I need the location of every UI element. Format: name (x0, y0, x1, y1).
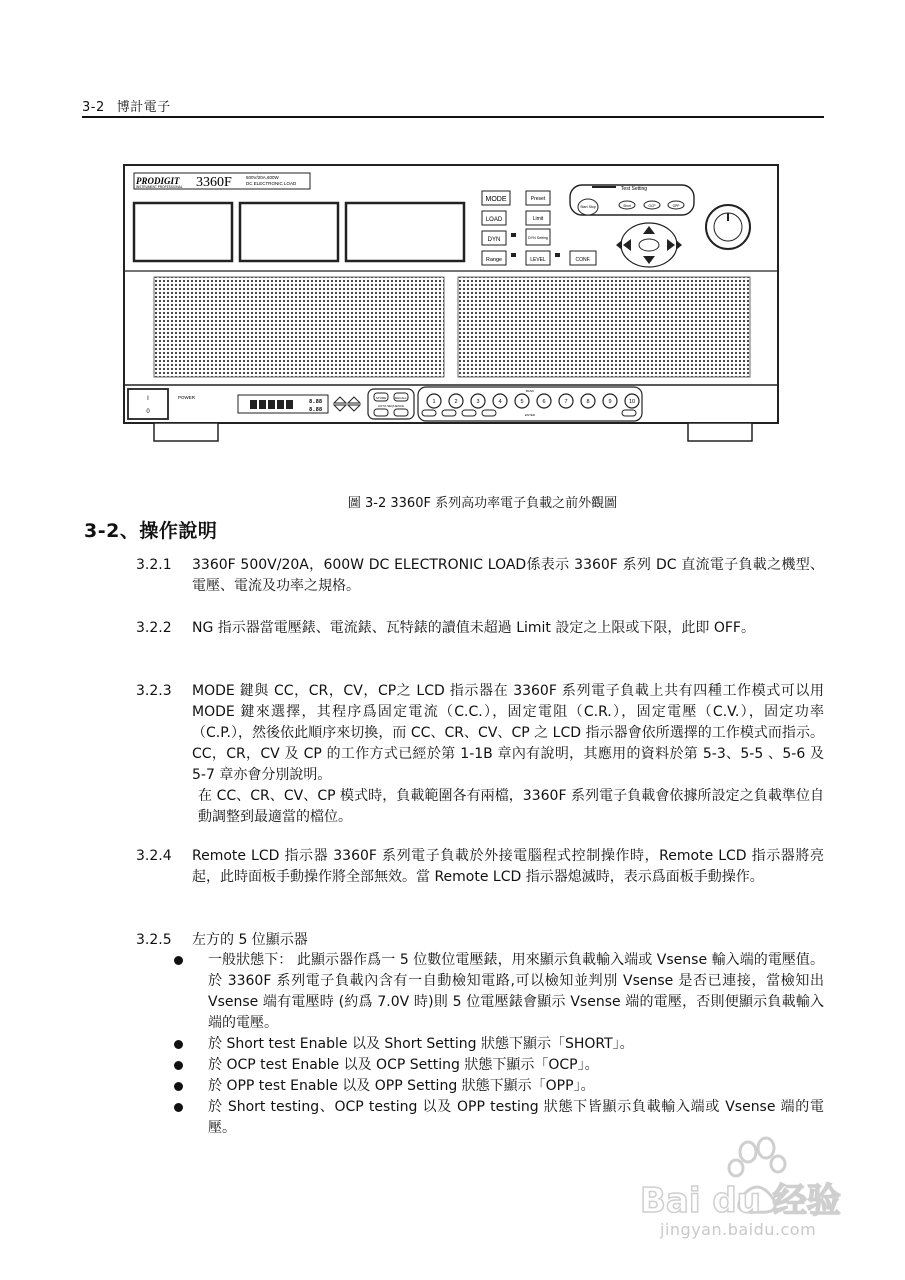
lcd-window-2 (240, 203, 338, 261)
dyn-setting-button-label: DYN Setting (528, 236, 548, 240)
bank-button-1[interactable] (422, 410, 436, 416)
list-item-text: 於 OPP test Enable 以及 OPP Setting 狀態下顯示「OPP」。 (208, 1078, 595, 1094)
spec-line-1: 500V/20A,600W (246, 175, 279, 180)
item-text: 左方的 5 位顯示器 (192, 932, 308, 948)
conf-button-label: CONF. (575, 257, 591, 263)
power-off-mark: 0 (146, 409, 150, 415)
vent-grille-right (458, 277, 750, 377)
list-item-text: 於 Short testing、OCP testing 以及 OPP testing 狀態下皆顯示負載輸入端或 Vsense 端的電壓。 (208, 1099, 824, 1136)
item-number: 3.2.4 (136, 848, 172, 864)
lcd-window-3 (346, 203, 464, 261)
device-front-panel-illustration (122, 163, 782, 443)
bullet-dot-icon (174, 1082, 183, 1091)
range-lamp (511, 253, 516, 257)
model-name: 3360F (196, 175, 232, 190)
preset-number-label: 7 (564, 399, 568, 405)
spec-line-2: DC ELECTRONIC LOAD (246, 181, 297, 186)
bullet-dot-icon (174, 1061, 183, 1070)
preset-number-label: 6 (542, 399, 546, 405)
list-item-text: 於 Short test Enable 以及 Short Setting 狀態下顯示「SHORT」。 (208, 1036, 634, 1052)
preset-number-label: 1 (432, 399, 436, 405)
left-foot (154, 423, 218, 441)
item-number: 3.2.3 (136, 683, 172, 699)
item-number: 3.2.5 (136, 932, 172, 948)
item-text: Remote LCD 指示器 3360F 系列電子負載於外接電腦程式控制操作時，Remote LCD 指示器將亮起，此時面板手動操作將全部無效。當 Remote LCD 指示器熄滅時，表示爲面板手動操作。 (192, 848, 824, 885)
enter-button[interactable] (622, 410, 636, 416)
opp-label: OPP (672, 204, 680, 208)
preset-button-label: Preset (530, 196, 546, 202)
running-header (82, 96, 171, 115)
item-3-2-1 (136, 555, 824, 597)
section-title: 3-2、操作說明 (84, 520, 218, 542)
bank-button-3[interactable] (462, 410, 476, 416)
watermark-logo-text: Bai du 经验 (640, 1181, 841, 1221)
vent-grille-left (154, 277, 444, 377)
bullet-list (168, 950, 824, 1139)
item-text-continuation: 在 CC、CR、CV、CP 模式時，負載範圍各有兩檔，3360F 系列電子負載會依據所設定之負載準位自動調整到最適當的檔位。 (198, 788, 824, 825)
level-button-label: LEVEL (530, 257, 546, 263)
right-foot (688, 423, 752, 441)
company-name: 博計電子 (116, 100, 171, 115)
enter-label: ENTER (524, 413, 536, 417)
preset-number-label: 10 (628, 399, 636, 405)
item-3-2-5 (136, 930, 824, 951)
list-item-text: 一般狀態下： 此顯示器作爲一 5 位數位電壓錶，用來顯示負載輸入端或 Vsense 輸入端的電壓值。於 3360F 系列電子負載內含有一自動檢知電路,可以檢知並判別 Vsense 是否已連接，當檢知出 Vsense 端有電壓時 (約爲 7.0V 時)則 5 位電壓錶會顯示 Vsense 端的電壓，否則便顯示負載輸入端的電壓。 (208, 952, 824, 1031)
preset-number-label: 5 (520, 399, 524, 405)
preset-number-label: 8 (586, 399, 590, 405)
figure-caption: 圖 3-2 3360F 系列高功率電子負載之前外觀圖 (347, 496, 618, 511)
preset-number-label: 3 (476, 399, 480, 405)
preset-number-label: 9 (608, 399, 612, 405)
auto-seq-button-1[interactable] (374, 409, 388, 416)
power-label: POWER (178, 395, 196, 400)
bank-button-4[interactable] (482, 410, 496, 416)
mode-button-label: MODE (485, 196, 507, 203)
item-3-2-4 (136, 846, 824, 888)
recall-label: RECALL (395, 396, 407, 400)
bullet-dot-icon (174, 1040, 183, 1049)
test-setting-label: Test Setting (620, 186, 648, 192)
short-label: Short (623, 204, 631, 208)
start-stop-label: Start Stop (580, 205, 596, 209)
bullet-dot-icon (174, 1103, 183, 1112)
auto-sequence-label: AUTO SEQUENCE (378, 404, 404, 408)
store-label: STORE (375, 396, 387, 400)
header-rule (82, 116, 824, 118)
preset-number-label: 2 (454, 399, 458, 405)
list-item-text: 於 OCP test Enable 以及 OCP Setting 狀態下顯示「OCP」。 (208, 1057, 599, 1073)
watermark-url: jingyan.baidu.com (660, 1220, 817, 1239)
brand-name: PRODIGIT (136, 176, 180, 186)
bank-label: BANK (525, 389, 535, 393)
bank-button-2[interactable] (442, 410, 456, 416)
dyn-button-label: DYN (487, 237, 501, 243)
dyn-lamp (511, 233, 516, 237)
seg-display-b: 8.88 (309, 407, 323, 413)
item-text: NG 指示器當電壓錶、電流錶、瓦特錶的讀值未超過 Limit 設定之上限或下限，此即 OFF。 (192, 620, 755, 636)
instrument-tag: INSTRUMENT PROFESSIONAL (136, 185, 183, 189)
level-lamp (555, 253, 560, 257)
auto-seq-button-2[interactable] (394, 409, 408, 416)
item-3-2-2 (136, 618, 824, 639)
item-number: 3.2.1 (136, 557, 172, 573)
power-on-mark: I (147, 396, 149, 402)
list-item (168, 1034, 824, 1055)
preset-number-label: 4 (498, 399, 502, 405)
ocp-label: OCP (648, 204, 656, 208)
list-item (168, 1076, 824, 1097)
list-item (168, 950, 824, 1034)
item-text: MODE 鍵與 CC，CR，CV，CP之 LCD 指示器在 3360F 系列電子負載上共有四種工作模式可以用 MODE 鍵來選擇，其程序爲固定電流（C.C.），固定電阻（C.R.），固定電壓（C.V.），固定功率（C.P.），然後依此順序來切換，而 CC、CR、CV、CP 之 LCD 指示器會依所選擇的工作模式而指示。CC，CR，CV 及 CP 的工作方式已經於第 1-1B 章內有說明，其應用的資料於第 5-3、5-5 、5-6 及 5-7 章亦會分別說明。 (192, 683, 824, 783)
limit-button-label: Limit (532, 216, 544, 222)
rotary-knob-icon[interactable] (706, 205, 750, 249)
list-item (168, 1055, 824, 1076)
range-button-label: Range (485, 257, 503, 263)
item-number: 3.2.2 (136, 620, 172, 636)
load-button-label: LOAD (485, 217, 503, 223)
item-3-2-3 (136, 681, 824, 828)
seg-display-a: 8.88 (309, 399, 323, 405)
page-number: 3-2 (82, 100, 105, 115)
bullet-dot-icon (174, 956, 183, 965)
item-text: 3360F 500V/20A，600W DC ELECTRONIC LOAD係表示 3360F 系列 DC 直流電子負載之機型、電壓、電流及功率之規格。 (192, 557, 824, 594)
lcd-window-1 (134, 203, 232, 261)
